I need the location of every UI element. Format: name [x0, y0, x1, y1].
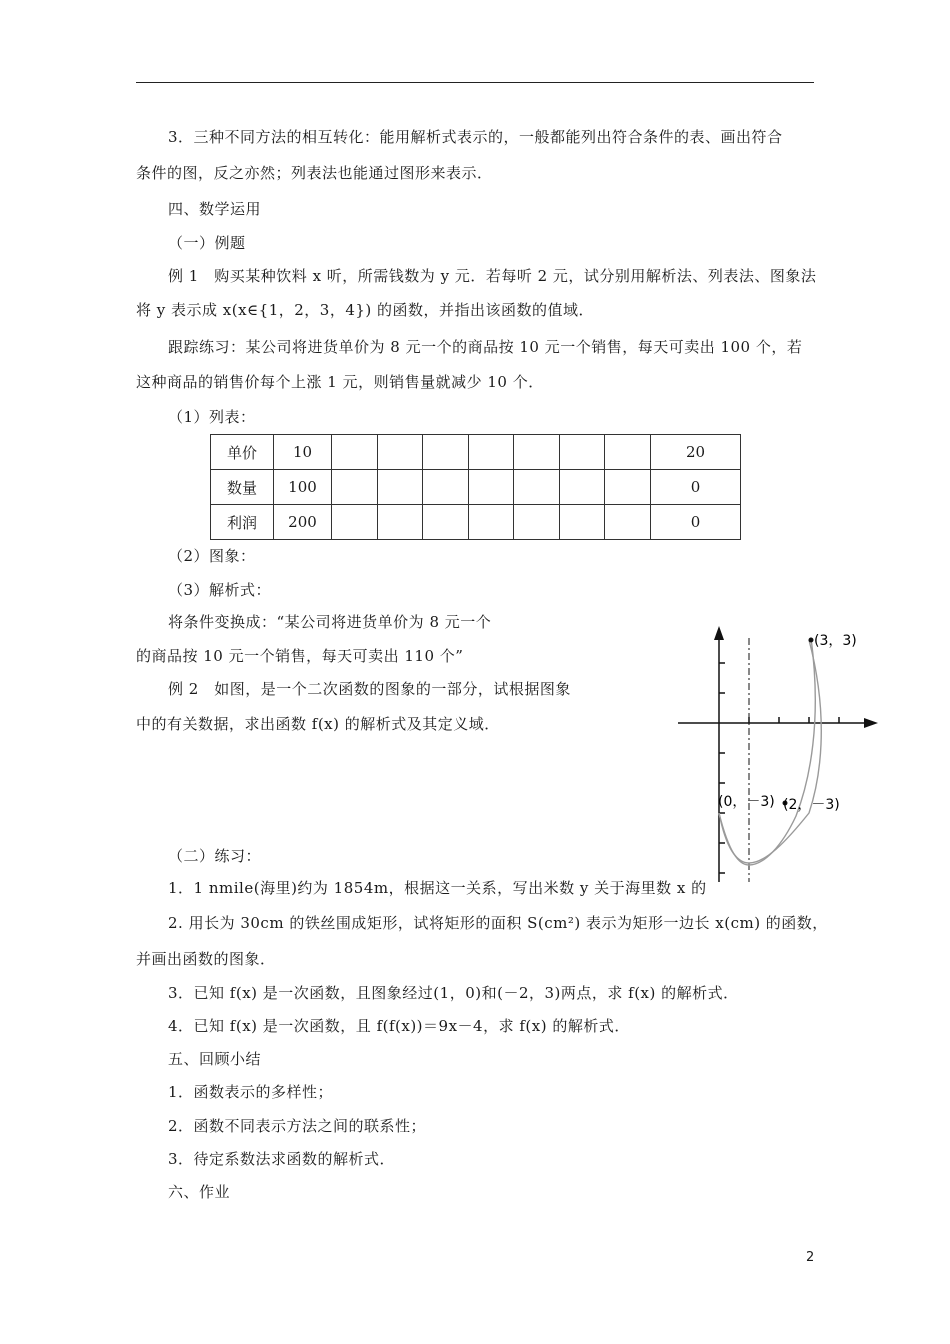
text-line: 3．三种不同方法的相互转化：能用解析式表示的，一般都能列出符合条件的表、画出符合 — [168, 128, 783, 146]
text-line: 2. 用长为 30cm 的铁丝围成矩形，试将矩形的面积 S(cm²) 表示为矩形一边长 x(cm) 的函数， — [168, 914, 828, 932]
table-cell — [423, 435, 469, 470]
table-cell: 200 — [274, 505, 332, 540]
y-ticks — [719, 663, 725, 873]
table-cell — [514, 470, 560, 505]
table-cell — [560, 505, 605, 540]
table-cell — [332, 470, 378, 505]
page-number: 2 — [806, 1250, 815, 1265]
table-cell: 单价 — [211, 435, 274, 470]
table-cell: 数量 — [211, 470, 274, 505]
text-line: 将 y 表示成 x(x∈{1，2，3，4}) 的函数，并指出该函数的值域． — [136, 301, 595, 319]
table-cell — [332, 505, 378, 540]
table-cell — [560, 470, 605, 505]
point-3-3 — [809, 638, 814, 643]
table-cell — [378, 505, 423, 540]
text-line: 并画出函数的图象． — [136, 950, 276, 968]
text-line: 将条件变换成：“某公司将进货单价为 8 元一个 — [168, 613, 492, 631]
text-line: 2．函数不同表示方法之间的联系性； — [168, 1117, 427, 1135]
text-line: 跟踪练习：某公司将进货单价为 8 元一个的商品按 10 元一个销售，每天可卖出 100 个，若 — [168, 338, 803, 356]
table-cell — [423, 470, 469, 505]
table-cell — [378, 470, 423, 505]
text-line: 这种商品的销售价每个上涨 1 元，则销售量就减少 10 个． — [136, 373, 544, 391]
table-cell: 100 — [274, 470, 332, 505]
table-cell — [469, 435, 514, 470]
text-line: （二）练习： — [168, 847, 262, 865]
table-cell: 10 — [274, 435, 332, 470]
parabola-curve — [719, 640, 821, 863]
text-line: 四、数学运用 — [168, 200, 262, 218]
table-row — [211, 505, 741, 540]
text-line: 1．函数表示的多样性； — [168, 1083, 334, 1101]
sales-table — [210, 434, 741, 540]
label-0-neg3: (0，－3) — [718, 794, 775, 810]
text-line: 例 2 如图，是一个二次函数的图象的一部分，试根据图象 — [168, 680, 571, 698]
y-axis-arrow — [714, 626, 724, 640]
label-2-neg3: (2，－3) — [783, 797, 840, 813]
text-line: 的商品按 10 元一个销售，每天可卖出 110 个” — [136, 647, 464, 665]
table-row — [211, 435, 741, 470]
text-line: 例 1 购买某种饮料 x 听，所需钱数为 y 元．若每听 2 元，试分别用解析法、列表法、图象法 — [168, 267, 817, 285]
text-line: （一）例题 — [168, 234, 246, 252]
x-ticks — [749, 717, 839, 723]
table-cell — [605, 470, 651, 505]
text-line: （2）图象： — [168, 547, 256, 565]
table-cell — [514, 435, 560, 470]
table-cell — [605, 505, 651, 540]
text-line: 六、作业 — [168, 1183, 231, 1201]
label-3-3: (3，3) — [814, 633, 857, 649]
text-line: 4．已知 f(x) 是一次函数，且 f(f(x))＝9x－4，求 f(x) 的解析式． — [168, 1017, 630, 1035]
x-axis-arrow — [864, 718, 878, 728]
text-line: （1）列表： — [168, 408, 256, 426]
table-cell — [605, 435, 651, 470]
table-cell — [514, 505, 560, 540]
text-line: 条件的图，反之亦然；列表法也能通过图形来表示． — [136, 164, 493, 182]
table-cell: 利润 — [211, 505, 274, 540]
table-cell — [423, 505, 469, 540]
text-line: 五、回顾小结 — [168, 1050, 262, 1068]
header-rule — [136, 82, 814, 83]
table-row — [211, 470, 741, 505]
table-cell — [378, 435, 423, 470]
text-line: （3）解析式： — [168, 581, 272, 599]
text-line: 1．1 nmile(海里)约为 1854m，根据这一关系，写出米数 y 关于海里数 x 的 — [168, 879, 707, 897]
table-cell — [560, 435, 605, 470]
table-cell — [332, 435, 378, 470]
table-cell — [469, 505, 514, 540]
text-line: 3．已知 f(x) 是一次函数，且图象经过(1，0)和(－2，3)两点，求 f(x) 的解析式． — [168, 984, 739, 1002]
table-cell: 20 — [651, 435, 741, 470]
table-cell: 0 — [651, 505, 741, 540]
parabola-figure — [660, 620, 890, 890]
text-line: 3．待定系数法求函数的解析式． — [168, 1150, 396, 1168]
text-line: 中的有关数据，求出函数 f(x) 的解析式及其定义域． — [136, 715, 500, 733]
table-cell — [469, 470, 514, 505]
table-cell: 0 — [651, 470, 741, 505]
